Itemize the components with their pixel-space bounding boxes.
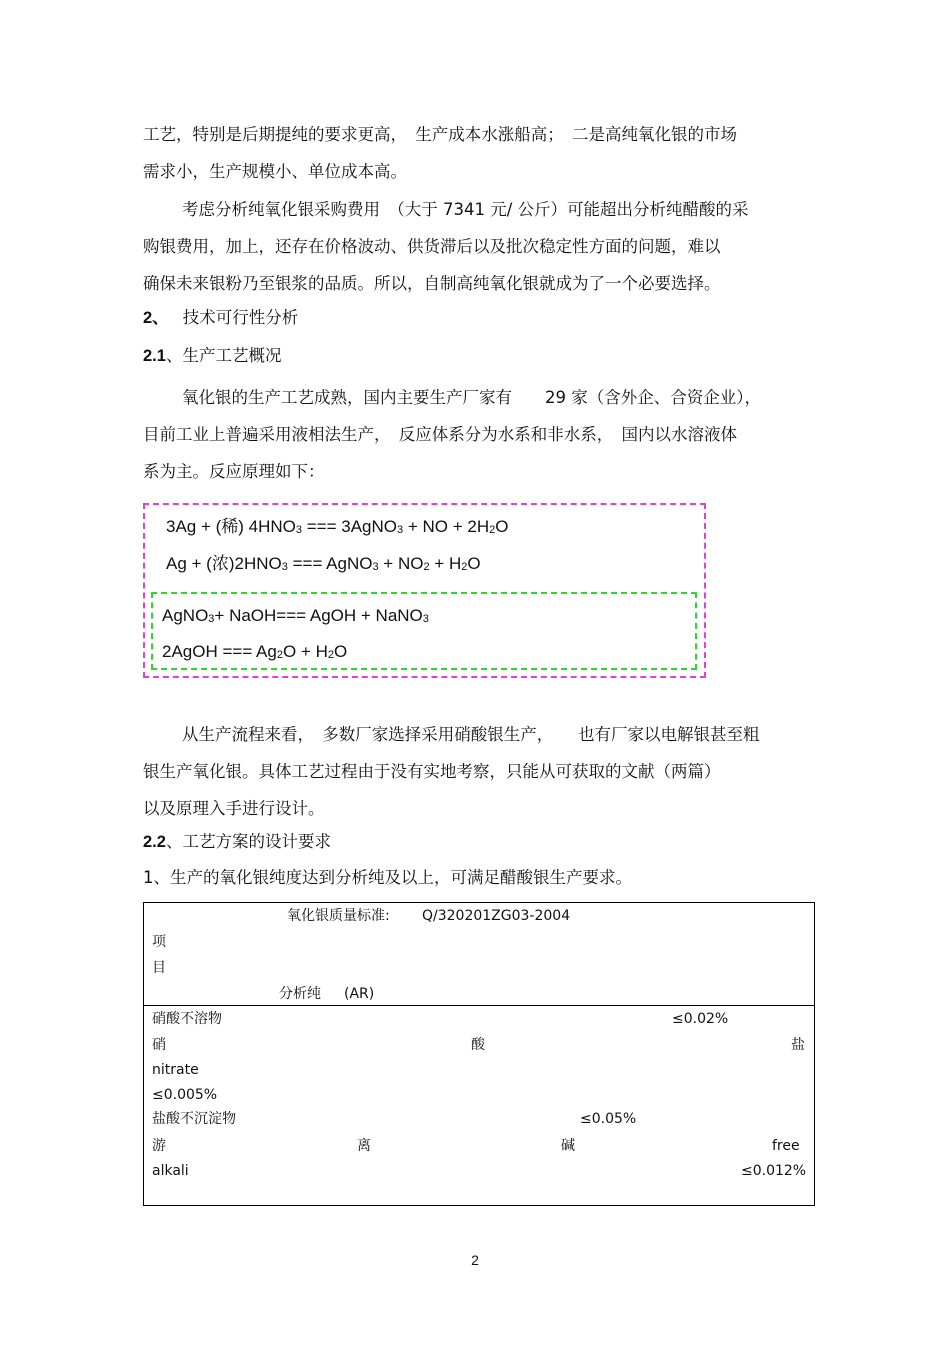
table-item-label: 项 — [152, 934, 166, 950]
table-grade-code: (AR) — [344, 986, 375, 1002]
subsection-heading — [143, 345, 281, 367]
table-title: 氧化银质量标准: — [287, 908, 390, 924]
heading-text: 、生产工艺概况 — [165, 347, 282, 365]
paragraph-line: 1、生产的氧化银纯度达到分析纯及以上，可满足醋酸银生产要求。 — [143, 868, 632, 887]
heading-number: 2、 — [143, 309, 169, 327]
table-row-name: 离 — [357, 1138, 371, 1154]
table-row-name: 硝酸不溶物 — [152, 1011, 222, 1027]
paragraph-line: 工艺，特别是后期提纯的要求更高， 生产成本水涨船高； 二是高纯氧化银的市场 — [143, 125, 737, 144]
paragraph-line: 需求小，生产规模小、单位成本高。 — [143, 162, 407, 181]
paragraph-line: 确保未来银粉乃至银浆的品质。所以，自制高纯氧化银就成为了一个必要选择。 — [143, 274, 721, 293]
page-number: 2 — [471, 1252, 479, 1268]
heading-number: 2.2 — [143, 833, 166, 851]
section-heading — [143, 307, 298, 329]
table-row-name: 游 — [152, 1138, 166, 1154]
paragraph-line: 银生产氧化银。具体工艺过程由于没有实地考察，只能从可获取的文献（两篇） — [143, 762, 721, 781]
table-row-value: ≤0.05% — [580, 1111, 637, 1127]
paragraph-line: 目前工业上普遍采用液相法生产， 反应体系分为水系和非水系， 国内以水溶液体 — [143, 425, 737, 444]
table-row-name-en: alkali — [152, 1163, 189, 1179]
table-row-name-en: nitrate — [152, 1062, 199, 1078]
paragraph-line: 从生产流程来看， 多数厂家选择采用硝酸银生产， 也有厂家以电解银甚至粗 — [182, 725, 760, 744]
equation-3: AgNO$_3$+ NaOH=== AgOH + NaNO$_3$ — [162, 606, 429, 625]
table-grade-label: 分析纯 — [279, 986, 321, 1002]
table-row-value: ≤0.012% — [741, 1163, 807, 1179]
equation-2: Ag + (浓)$2HNO_3$ === AgNO$_3$ + $NO_2 + H_2O$ — [166, 554, 481, 573]
paragraph-line: 购银费用，加上，还存在价格波动、供货滞后以及批次稳定性方面的问题，难以 — [143, 237, 721, 256]
equation-1: 3Ag + (稀) $4HNO_3$ === 3AgNO$_3$ + NO + $2H_2O$ — [166, 517, 509, 536]
table-row-value: ≤0.02% — [672, 1011, 729, 1027]
table-row-name: 盐 — [791, 1037, 805, 1053]
paragraph-line: 以及原理入手进行设计。 — [143, 799, 325, 818]
table-standard-code: Q/320201ZG03-2004 — [422, 908, 571, 924]
paragraph-line: 考虑分析纯氧化银采购费用 （大于 7341 元/ 公斤）可能超出分析纯醋酸的采 — [182, 200, 749, 219]
table-row-name: 硝 — [152, 1037, 166, 1053]
heading-text: 技术可行性分析 — [182, 309, 299, 327]
table-item-label: 目 — [152, 960, 166, 976]
heading-number: 2.1 — [143, 347, 166, 365]
table-divider — [144, 1005, 814, 1006]
table-row-name: 酸 — [471, 1037, 485, 1053]
equation-4: 2AgOH === $Ag_2O + H_2O$ — [162, 642, 348, 661]
table-row-name: 盐酸不沉淀物 — [152, 1111, 236, 1127]
table-row-name: 碱 — [561, 1138, 575, 1154]
paragraph-line: 系为主。反应原理如下： — [143, 462, 325, 481]
quality-standard-table — [143, 902, 815, 1206]
heading-text: 、工艺方案的设计要求 — [165, 833, 331, 851]
subsection-heading — [143, 831, 331, 853]
table-row-value: ≤0.005% — [152, 1087, 218, 1103]
paragraph-line: 氧化银的生产工艺成熟，国内主要生产厂家有 29 家（含外企、合资企业）， — [182, 388, 761, 407]
table-row-name-en: free — [772, 1138, 800, 1154]
